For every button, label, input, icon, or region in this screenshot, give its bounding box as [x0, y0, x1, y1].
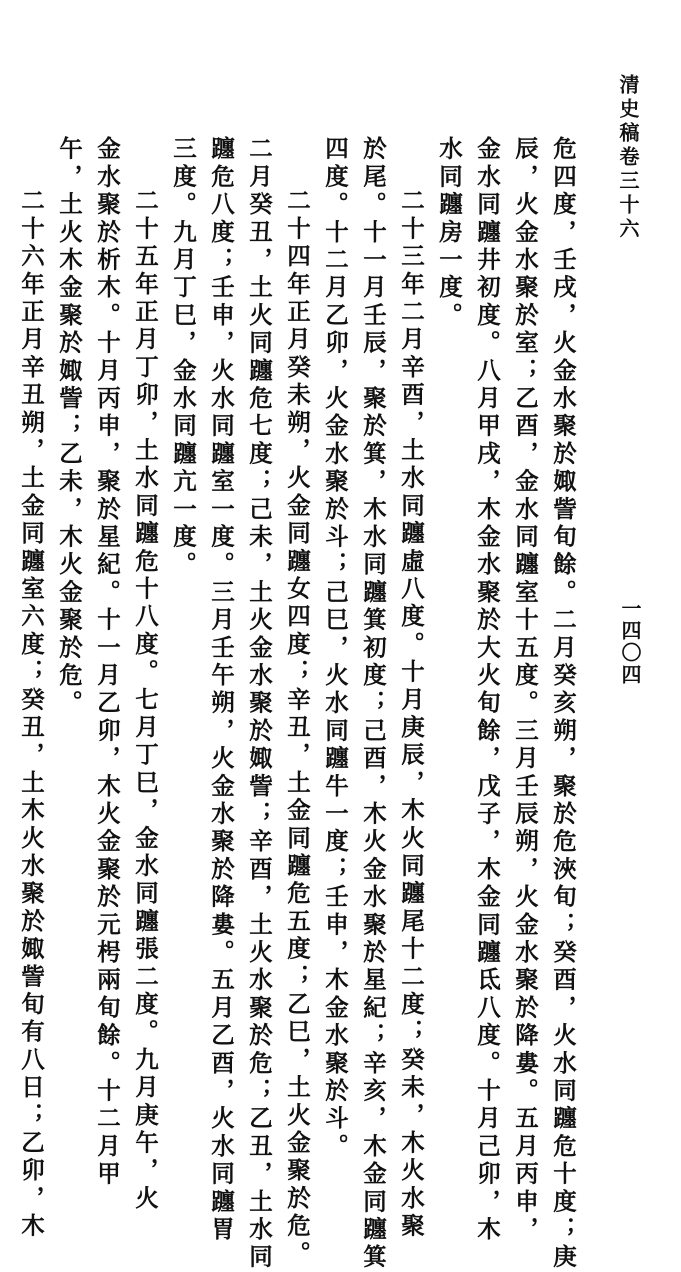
text-column: 水同躔房一度。	[435, 136, 463, 330]
text-column: 二月癸丑，土火同躔危七度；己未，土火金水聚於娵訾；辛酉，土火水聚於危；乙丑，土水同	[245, 136, 273, 1272]
text-column: 午，土火木金聚於娵訾；乙未，木火金聚於危。	[55, 136, 83, 718]
text-column: 二十五年正月丁卯，土水同躔危十八度。七月丁巳，金水同躔張二度。九月庚午，火	[131, 188, 159, 1213]
text-column: 危四度，壬戌，火金水聚於娵訾旬餘。二月癸亥朔，聚於危浹旬；癸酉，火水同躔危十度；庚	[549, 136, 577, 1272]
text-column: 於尾。十一月壬辰，聚於箕，木水同躔箕初度；己酉，木火金水聚於星紀；辛亥，木金同躔箕	[359, 136, 387, 1272]
text-column: 三度。九月丁巳，金水同躔亢一度。	[169, 136, 197, 580]
text-column: 金水聚於析木。十月丙申，聚於星紀。十一月乙卯，木火金聚於元枵兩旬餘。十二月甲	[93, 136, 121, 1189]
text-column: 二十四年正月癸未朔，火金同躔女四度；辛丑，土金同躔危五度；乙巳，土火金聚於危。	[283, 188, 311, 1269]
running-header: 清史稿卷三十六	[616, 74, 640, 242]
text-column: 二十三年二月辛酉，土水同躔虛八度。十月庚辰，木火同躔尾十二度；癸未，木火水聚	[397, 188, 425, 1241]
text-column: 四度。十二月乙卯，火金水聚於斗；己巳，火水同躔牛一度；壬申，木金水聚於斗。	[321, 136, 349, 1161]
text-column: 躔危八度；壬申，火水同躔室一度。三月壬午朔，火金水聚於降婁。五月乙酉，火水同躔胃	[207, 136, 235, 1244]
text-column: 二十六年正月辛丑朔，土金同躔室六度；癸丑，土木火水聚於娵訾旬有八日；乙卯，木	[17, 188, 45, 1241]
page-number: 一四〇四	[618, 598, 642, 686]
text-column: 辰，火金水聚於室；乙酉，金水同躔室十五度。三月壬辰朔，火金水聚於降婁。五月丙申，	[511, 136, 539, 1244]
text-column: 金水同躔井初度。八月甲戌，木金水聚於大火旬餘，戊子，木金同躔氐八度。十月己卯，木	[473, 136, 501, 1244]
